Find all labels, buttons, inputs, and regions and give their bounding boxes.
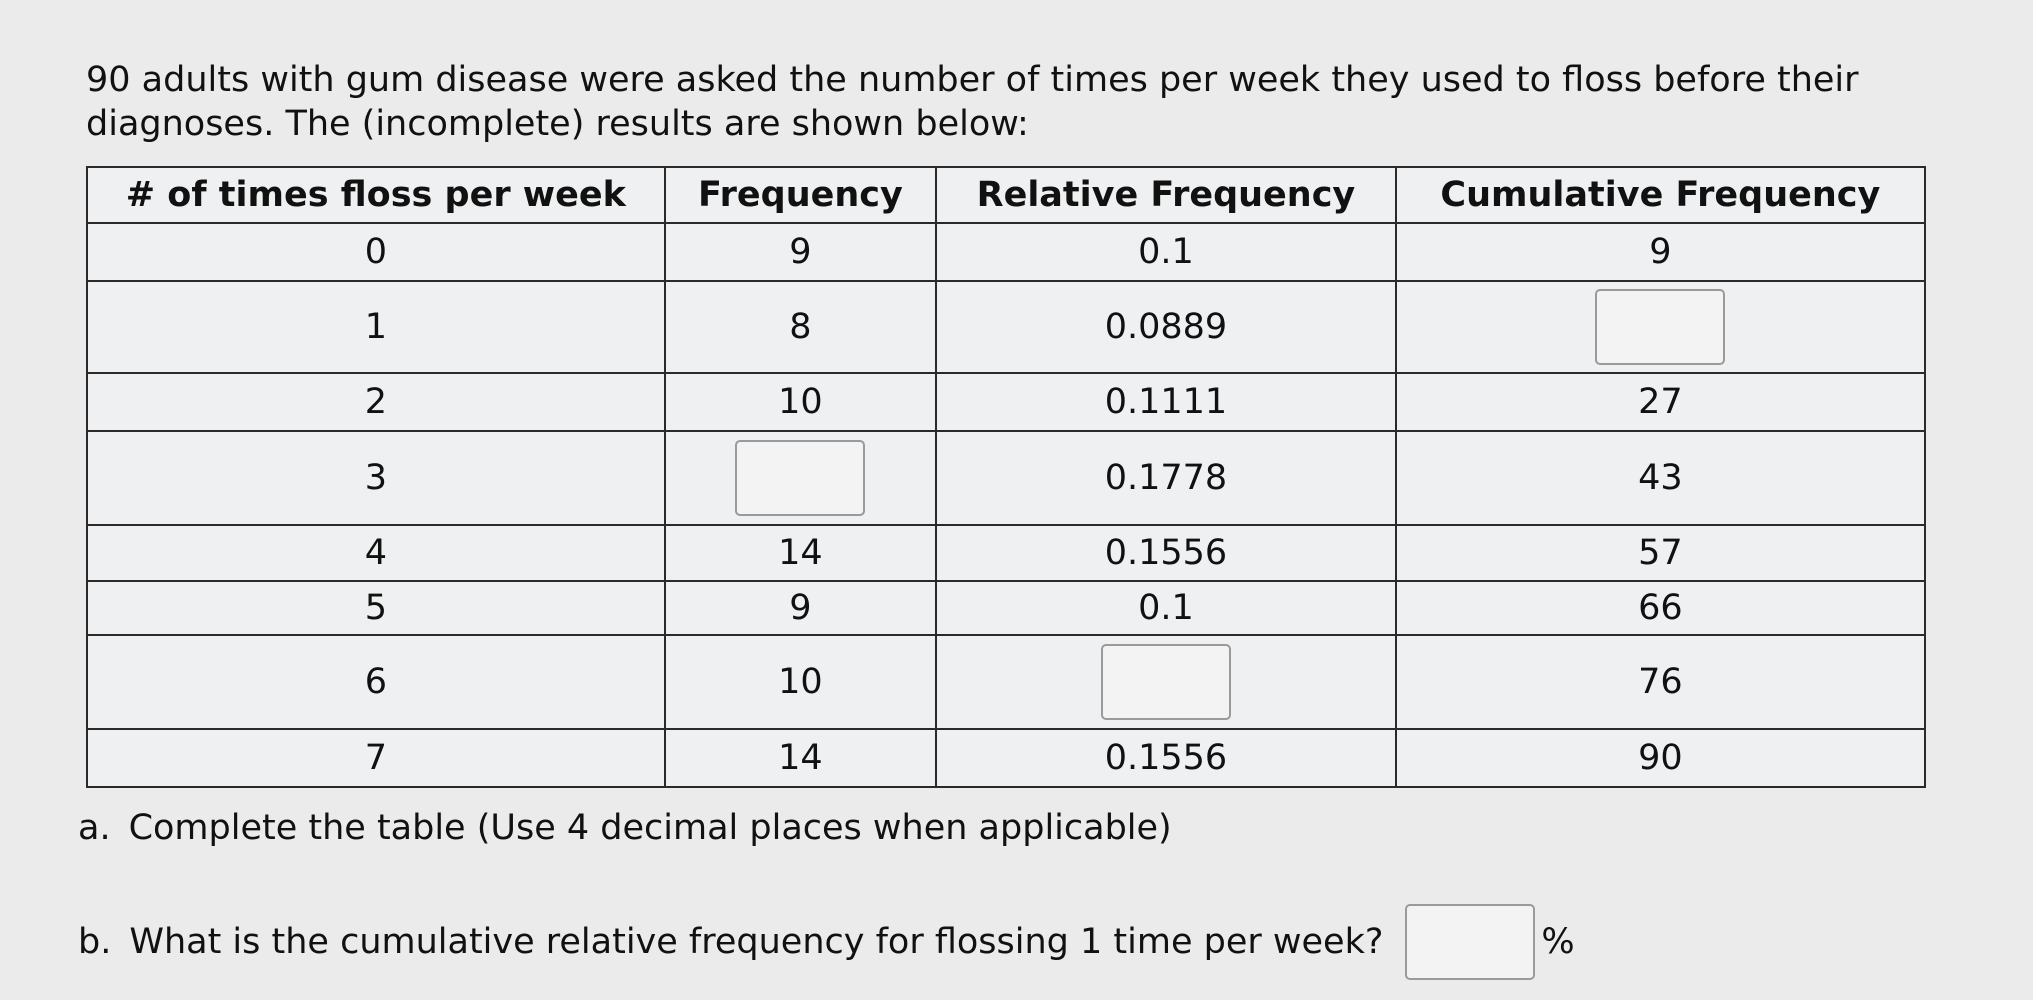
table-row [87, 373, 1925, 431]
header-frequency: Frequency [665, 167, 936, 223]
cell-cumulative-frequency: 27 [1396, 373, 1925, 431]
cell-cumulative-frequency: 66 [1396, 581, 1925, 635]
cell-times: 4 [87, 525, 665, 581]
relative-frequency-answer-box[interactable] [1101, 644, 1231, 720]
question-b-text: What is the cumulative relative frequency for flossing 1 time per week? [129, 922, 1384, 962]
table-row [87, 281, 1925, 373]
question-b [78, 904, 1575, 980]
cell-relative-frequency: 0.1556 [936, 729, 1396, 787]
table-row [87, 223, 1925, 281]
table-row [87, 431, 1925, 525]
cell-frequency: 14 [665, 525, 936, 581]
cell-relative-frequency [936, 635, 1396, 729]
cell-cumulative-frequency [1396, 281, 1925, 373]
question-a-text: Complete the table (Use 4 decimal places when applicable) [128, 808, 1172, 848]
percent-unit: % [1541, 922, 1575, 962]
table-row [87, 581, 1925, 635]
cell-times: 2 [87, 373, 665, 431]
cell-cumulative-frequency: 76 [1396, 635, 1925, 729]
cell-cumulative-frequency: 57 [1396, 525, 1925, 581]
table-row [87, 729, 1925, 787]
cell-frequency: 10 [665, 373, 936, 431]
cell-frequency: 14 [665, 729, 936, 787]
cell-relative-frequency: 0.1 [936, 223, 1396, 281]
cell-frequency: 9 [665, 581, 936, 635]
cell-frequency: 8 [665, 281, 936, 373]
table-row [87, 635, 1925, 729]
frequency-answer-box[interactable] [735, 440, 865, 516]
question-a [78, 808, 1172, 848]
cell-cumulative-frequency: 43 [1396, 431, 1925, 525]
cell-times: 1 [87, 281, 665, 373]
cumulative-frequency-answer-box[interactable] [1595, 289, 1725, 365]
cell-cumulative-frequency: 90 [1396, 729, 1925, 787]
header-relative-frequency: Relative Frequency [936, 167, 1396, 223]
header-cumulative-frequency: Cumulative Frequency [1396, 167, 1925, 223]
cell-relative-frequency: 0.0889 [936, 281, 1396, 373]
cell-relative-frequency: 0.1778 [936, 431, 1396, 525]
table-header-row [87, 167, 1925, 223]
cell-cumulative-frequency: 9 [1396, 223, 1925, 281]
cell-relative-frequency: 0.1 [936, 581, 1396, 635]
cell-times: 7 [87, 729, 665, 787]
cell-times: 6 [87, 635, 665, 729]
cell-frequency [665, 431, 936, 525]
cell-frequency: 10 [665, 635, 936, 729]
cell-frequency: 9 [665, 223, 936, 281]
cell-times: 5 [87, 581, 665, 635]
cell-times: 0 [87, 223, 665, 281]
cumulative-relative-frequency-answer-box[interactable] [1405, 904, 1535, 980]
question-b-label: b. [78, 922, 112, 962]
question-a-label: a. [78, 808, 111, 848]
problem-statement: 90 adults with gum disease were asked the number of times per week they used to floss before their diagnoses. The (incomplete) results are shown below: [86, 60, 1859, 144]
cell-relative-frequency: 0.1556 [936, 525, 1396, 581]
table-row [87, 525, 1925, 581]
header-times-floss: # of times floss per week [87, 167, 665, 223]
frequency-table [86, 166, 1926, 788]
cell-times: 3 [87, 431, 665, 525]
cell-relative-frequency: 0.1111 [936, 373, 1396, 431]
